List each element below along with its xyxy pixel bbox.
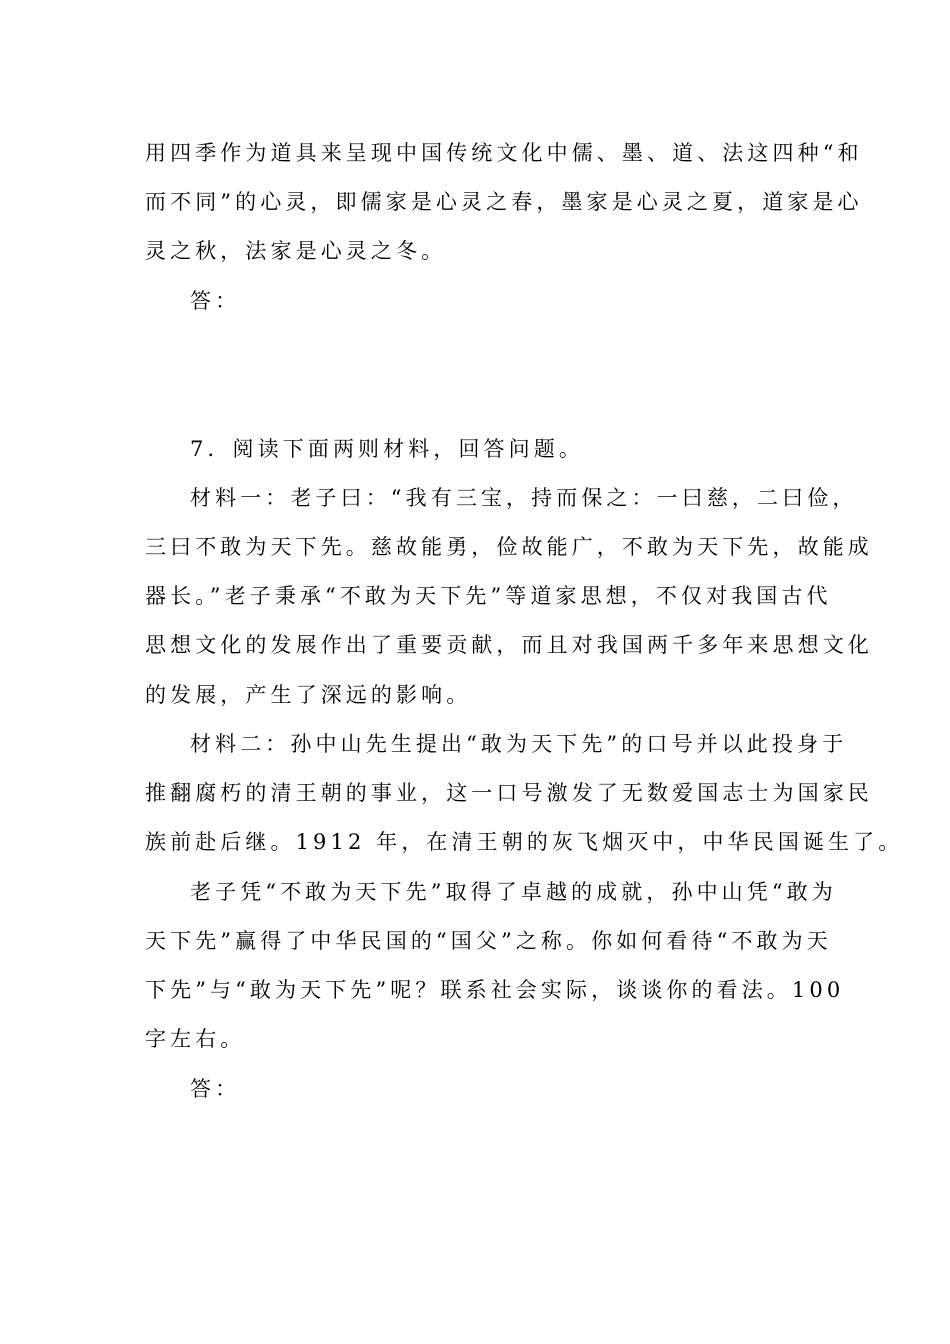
answer-label: 答：: [190, 1077, 241, 1101]
paragraph-line: 而不同”的心灵，即儒家是心灵之春，墨家是心灵之夏，道家是心: [145, 190, 863, 214]
material-two-line: 材料二：孙中山先生提出“敢为天下先”的口号并以此投身于: [190, 732, 848, 756]
paragraph-line: 用四季作为道具来呈现中国传统文化中儒、墨、道、法这四种“和: [145, 141, 863, 165]
paragraph-line: 灵之秋，法家是心灵之冬。: [145, 239, 447, 263]
material-one-line: 器长。”老子秉承“不敢为天下先”等道家思想，不仅对我国古代: [145, 584, 832, 608]
material-two-line: 族前赴后继。1912 年，在清王朝的灰飞烟灭中，中华民国诞生了。: [145, 830, 904, 854]
prompt-line: 下先”与“敢为天下先”呢？联系社会实际，谈谈你的看法。100: [145, 978, 845, 1002]
prompt-line: 字左右。: [145, 1027, 246, 1051]
material-two-line: 推翻腐朽的清王朝的事业，这一口号激发了无数爱国志士为国家民: [145, 781, 873, 805]
material-one-line: 三曰不敢为天下先。慈故能勇，俭故能广，不敢为天下先，故能成: [145, 535, 873, 559]
question-heading: 7．阅读下面两则材料，回答问题。: [190, 437, 584, 461]
prompt-line: 天下先”赢得了中华民国的“国父”之称。你如何看待“不敢为天: [145, 929, 832, 953]
material-one-line: 材料一：老子曰：“我有三宝，持而保之：一曰慈，二曰俭，: [190, 486, 858, 510]
material-one-line: 思想文化的发展作出了重要贡献，而且对我国两千多年来思想文化: [145, 633, 873, 657]
material-one-line: 的发展，产生了深远的影响。: [145, 683, 472, 707]
prompt-line: 老子凭“不敢为天下先”取得了卓越的成就，孙中山凭“敢为: [190, 880, 837, 904]
answer-label: 答：: [190, 289, 241, 313]
